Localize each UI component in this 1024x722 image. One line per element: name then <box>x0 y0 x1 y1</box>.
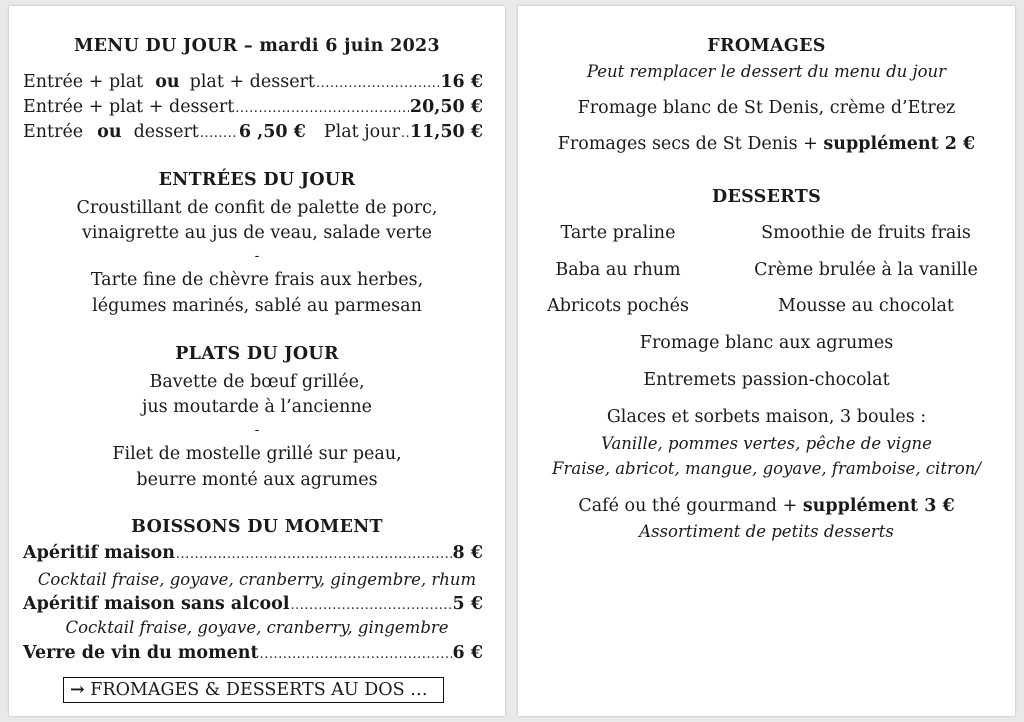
menu-page-front <box>9 6 505 716</box>
formula-ou: ou <box>155 72 180 92</box>
arrow-right-icon: → <box>70 680 85 700</box>
dessert-item: Tarte praline <box>560 223 676 243</box>
formula-row <box>23 122 483 142</box>
glaces-flavors: Fraise, abricot, mangue, goyave, framboise, citron/ <box>552 459 981 478</box>
fromages-subtitle: Peut remplacer le dessert du menu du jour <box>586 62 947 81</box>
boissons-heading: BOISSONS DU MOMENT <box>131 517 383 537</box>
entree-1-line-2: vinaigrette au jus de veau, salade verte <box>82 223 432 243</box>
boisson-price: 6 € <box>452 643 483 663</box>
leader-dots <box>316 76 439 91</box>
boisson-description: Cocktail fraise, goyave, cranberry, gingembre, rhum <box>37 570 477 589</box>
formula-price: 16 € <box>440 72 483 92</box>
fromage-item: Fromage blanc de St Denis, crème d’Etrez <box>577 98 956 118</box>
plat-1-line-2: jus moutarde à l’ancienne <box>141 397 373 417</box>
formula-row <box>23 97 483 117</box>
leader-dots <box>291 598 452 613</box>
fromage-item <box>518 134 1015 154</box>
formula-price: 11,50 € <box>409 122 483 142</box>
boisson-price: 5 € <box>452 594 483 614</box>
glaces-flavors: Vanille, pommes vertes, pêche de vigne <box>601 434 932 453</box>
dessert-item: Abricots pochés <box>547 296 689 316</box>
formula-row <box>23 72 483 92</box>
leader-dots <box>176 547 452 562</box>
plat-2-line-2: beurre monté aux agrumes <box>136 470 378 490</box>
separator: - <box>254 248 260 264</box>
leader-dots <box>200 126 238 141</box>
formula-a: Entrée <box>23 122 84 142</box>
leader-dots <box>401 126 409 141</box>
boisson-row <box>23 594 483 614</box>
formula-b: plat + dessert <box>189 72 315 92</box>
formula-b: dessert <box>133 122 199 142</box>
dessert-item: Fromage blanc aux agrumes <box>639 333 894 353</box>
formula-c: Plat jour <box>323 122 400 142</box>
dessert-item: Mousse au chocolat <box>778 296 954 316</box>
fromage-item-text: Fromages secs de St Denis + <box>557 134 818 154</box>
dessert-item: Crème brulée à la vanille <box>754 260 978 280</box>
supplement: supplément 3 € <box>802 496 955 516</box>
dessert-cafe <box>518 496 1015 516</box>
dessert-item: Entremets passion-chocolat <box>643 370 890 390</box>
boisson-row <box>23 543 483 563</box>
fromages-heading: FROMAGES <box>707 36 826 56</box>
dessert-glaces: Glaces et sorbets maison, 3 boules : <box>606 407 927 427</box>
cafe-text: Café ou thé gourmand + <box>578 496 798 516</box>
dessert-item: Smoothie de fruits frais <box>761 223 971 243</box>
boisson-label: Apéritif maison <box>23 543 175 563</box>
turn-over-note <box>63 677 444 703</box>
dessert-item: Baba au rhum <box>555 260 681 280</box>
formula-ou: ou <box>97 122 122 142</box>
plats-heading: PLATS DU JOUR <box>175 344 339 364</box>
formula-price: 20,50 € <box>409 97 483 117</box>
formula-a: Entrée + plat <box>23 72 144 92</box>
entree-2-line-2: légumes marinés, sablé au parmesan <box>92 296 422 316</box>
entree-1-line-1: Croustillant de confit de palette de porc, <box>76 198 438 218</box>
entrees-heading: ENTRÉES DU JOUR <box>158 170 356 190</box>
boisson-label: Apéritif maison sans alcool <box>23 594 290 614</box>
supplement: supplément 2 € <box>823 134 976 154</box>
cafe-description: Assortiment de petits desserts <box>639 522 894 541</box>
boisson-price: 8 € <box>452 543 483 563</box>
boisson-row <box>23 643 483 663</box>
leader-dots <box>260 647 452 662</box>
leader-dots <box>235 101 409 116</box>
desserts-heading: DESSERTS <box>711 187 822 207</box>
plat-1-line-1: Bavette de bœuf grillée, <box>149 372 365 392</box>
separator: - <box>254 422 260 438</box>
formula-label: Entrée + plat + dessert <box>23 97 235 117</box>
boisson-description: Cocktail fraise, goyave, cranberry, gingembre <box>65 618 449 637</box>
turn-over-text: FROMAGES & DESSERTS AU DOS … <box>90 680 428 700</box>
formula-price: 6 ,50 € <box>238 122 306 142</box>
boisson-label: Verre de vin du moment <box>23 643 259 663</box>
menu-page-back <box>518 6 1015 716</box>
menu-title: MENU DU JOUR – mardi 6 juin 2023 <box>74 36 440 56</box>
entree-2-line-1: Tarte fine de chèvre frais aux herbes, <box>90 270 424 290</box>
plat-2-line-1: Filet de mostelle grillé sur peau, <box>112 444 402 464</box>
